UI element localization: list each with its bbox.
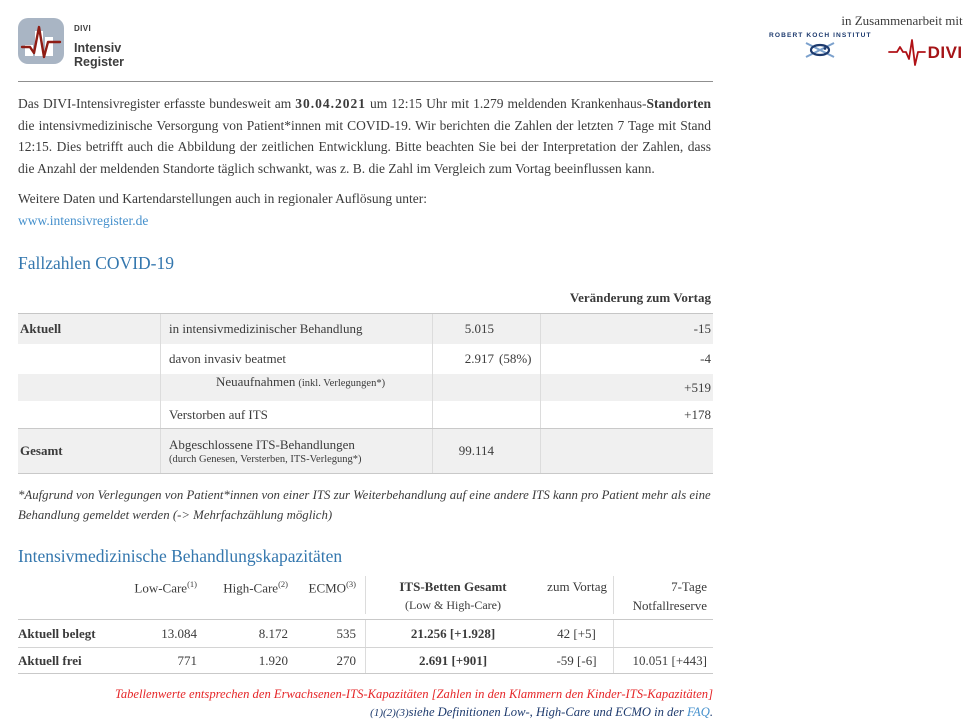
row-label: Aktuell belegt bbox=[18, 625, 96, 641]
intro-paragraph bbox=[18, 93, 711, 179]
cooperation-label: in Zusammenarbeit mit bbox=[841, 13, 963, 28]
notfallreserve-value: 10.051 [+443] bbox=[613, 648, 713, 673]
table-row-verstorben bbox=[18, 401, 713, 428]
zum-vortag-value: -59 [-6] bbox=[556, 652, 597, 668]
capacity-table-header bbox=[18, 576, 713, 620]
row-sub-label: (durch Genesen, Versterben, ITS-Verlegung*) bbox=[169, 453, 362, 465]
col-subheader-low-high-care: (Low & High-Care) bbox=[405, 598, 501, 612]
intro-bold-standorten: Standorten bbox=[646, 96, 711, 111]
intro-text-1: Das DIVI-Intensivregister erfasste bundesweit am bbox=[18, 96, 296, 111]
col-header-its-betten-gesamt: ITS-Betten Gesamt (Low & High-Care) bbox=[365, 576, 540, 614]
divi-ecg-icon bbox=[888, 38, 926, 68]
table-row-gesamt bbox=[18, 428, 713, 474]
its-betten-gesamt-value: 21.256 [+1.928] bbox=[365, 620, 540, 647]
row-group-label: Gesamt bbox=[20, 443, 63, 458]
section-title-fallzahlen: Fallzahlen COVID-19 bbox=[18, 253, 175, 273]
col-header-low-care: Low-Care$^{(1)}$ bbox=[134, 579, 197, 596]
rki-emblem-icon bbox=[794, 40, 846, 60]
row-value: 99.114 bbox=[458, 443, 494, 458]
high-care-value: 8.172 bbox=[258, 625, 288, 641]
divi-logo bbox=[888, 38, 963, 68]
col-header-notfallreserve: 7-Tage Notfallreserve bbox=[613, 576, 713, 614]
adult-capacity-note: Tabellenwerte entsprechen den Erwachsenen-ITS-Kapazitäten [Zahlen in den Klammern den Kinder-ITS-Kapazitäten] bbox=[114, 687, 713, 701]
low-care-value: 771 bbox=[177, 652, 197, 668]
table-row-aktuell-belegt bbox=[18, 620, 713, 647]
row-change: +178 bbox=[540, 401, 713, 428]
transfer-footnote: *Aufgrund von Verlegungen von Patient*innen von einer ITS zur Weiterbehandlung auf eine andere ITS kann pro Patient mehr als eine Behandlung gemeldet werden (-> Mehrfachzählung möglich) bbox=[18, 488, 711, 522]
table-row-neuaufnahmen bbox=[18, 374, 713, 401]
low-care-value: 13.084 bbox=[161, 625, 197, 641]
register-app-icon bbox=[18, 18, 64, 64]
more-data-text: Weitere Daten und Kartendarstellungen auch in regionaler Auflösung unter: bbox=[18, 191, 428, 206]
row-group-label: Aktuell bbox=[20, 321, 62, 336]
row-label-small: (inkl. Verlegungen*) bbox=[298, 378, 386, 389]
register-logo-text bbox=[74, 13, 769, 69]
table-row-aktuell-behandlung bbox=[18, 314, 713, 344]
col-header-ecmo: ECMO$^{(3)}$ bbox=[308, 579, 356, 596]
definitions-note-text: siehe Definitionen Low-, High-Care und ECMO in der bbox=[408, 705, 687, 719]
definitions-note bbox=[18, 705, 713, 720]
row-percent: (58%) bbox=[499, 351, 532, 366]
divi-intensivregister-logo bbox=[18, 13, 769, 69]
logo-line-intensiv: Intensiv bbox=[74, 41, 122, 56]
footnote-refs: (1)(2)(3) bbox=[370, 707, 409, 719]
row-label: Aktuell frei bbox=[18, 652, 82, 668]
divi-logo-text: DIVI bbox=[927, 43, 963, 62]
definitions-note-period: . bbox=[709, 705, 713, 719]
low-care-footref: (1) bbox=[187, 579, 197, 589]
row-value: 2.917 bbox=[464, 351, 494, 366]
cooperation-block bbox=[769, 13, 969, 68]
change-column-header: Veränderung zum Vortag bbox=[18, 284, 713, 314]
faq-link[interactable]: FAQ bbox=[686, 705, 710, 719]
row-change: -4 bbox=[540, 344, 713, 374]
row-change: +519 bbox=[540, 374, 713, 401]
rki-logo-text: ROBERT KOCH INSTITUT bbox=[769, 32, 872, 39]
section-title-kapazitaeten: Intensivmedizinische Behandlungskapazitäten bbox=[18, 546, 343, 566]
col-header-high-care: High-Care$^{(2)}$ bbox=[223, 579, 288, 596]
zum-vortag-value: 42 [+5] bbox=[557, 625, 596, 641]
row-value: 5.015 bbox=[464, 321, 494, 336]
row-label: in intensivmedizinischer Behandlung bbox=[169, 321, 363, 336]
rki-logo bbox=[769, 32, 872, 65]
intensivregister-link[interactable]: www.intensivregister.de bbox=[18, 213, 149, 228]
row-label: davon invasiv beatmet bbox=[169, 351, 286, 366]
col-header-zum-vortag: zum Vortag bbox=[547, 579, 607, 594]
row-change bbox=[540, 429, 713, 473]
report-date: 30.04.2021 bbox=[295, 96, 367, 111]
row-label: Neuaufnahmen bbox=[215, 374, 296, 389]
capacity-table bbox=[18, 576, 713, 674]
high-care-footref: (2) bbox=[278, 579, 288, 589]
logo-line-divi: DIVI bbox=[74, 24, 92, 33]
header bbox=[18, 13, 963, 72]
row-change: -15 bbox=[540, 314, 713, 344]
row-label: Abgeschlossene ITS-Behandlungen bbox=[169, 436, 355, 452]
header-spacer bbox=[18, 576, 130, 614]
notfallreserve-value bbox=[613, 620, 713, 647]
its-betten-gesamt-value: 2.691 [+901] bbox=[365, 648, 540, 673]
ecmo-value: 535 bbox=[336, 625, 356, 641]
logo-line-register: Register bbox=[74, 54, 125, 69]
intro-text-3: die intensivmedizinische Versorgung von Patient*innen mit COVID-19. Wir berichten die Zahlen der letzten 7 Tage mit Stand 12:15. Dies betrifft auch die Abbildung der zeitlichen Entwicklung. Bitte beachten Sie bei der Interpretation der Zahlen, dass die Anzahl der meldenden Standorte täglich schwankt, was z. B. die Zahl im Vergleich zum Vortag beeinflussen kann. bbox=[18, 117, 711, 176]
more-data-paragraph bbox=[18, 188, 713, 232]
ecmo-footref: (3) bbox=[346, 579, 356, 589]
ecmo-value: 270 bbox=[336, 652, 356, 668]
high-care-value: 1.920 bbox=[258, 652, 288, 668]
header-divider bbox=[18, 81, 713, 82]
intro-text-2: um 12:15 Uhr mit 1.279 meldenden Krankenhaus- bbox=[366, 96, 647, 111]
cases-table bbox=[18, 284, 713, 474]
table-row-aktuell-frei bbox=[18, 647, 713, 674]
table-row-invasiv-beatmet bbox=[18, 344, 713, 374]
row-label: Verstorben auf ITS bbox=[169, 406, 268, 422]
